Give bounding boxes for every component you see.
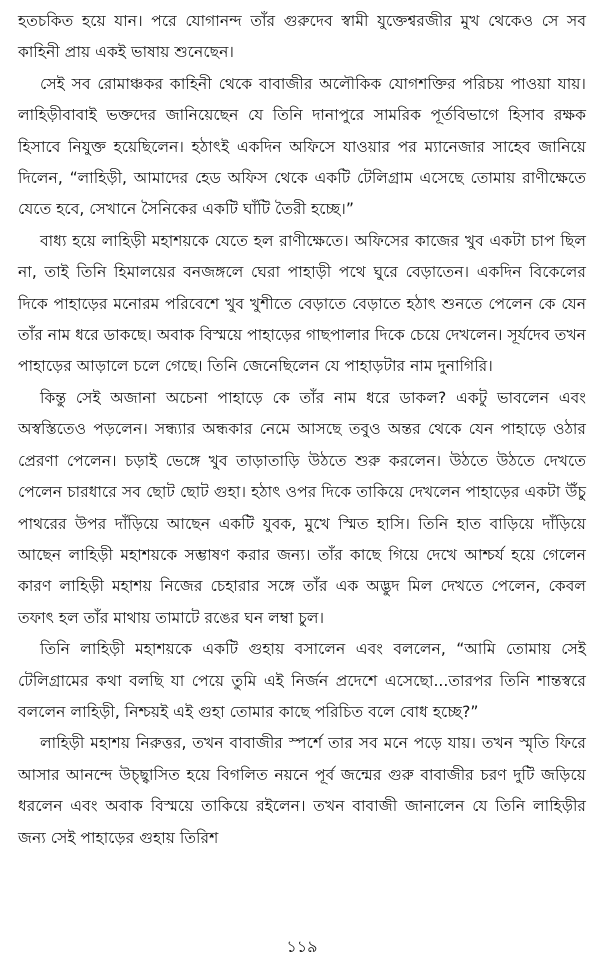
paragraph-5: তিনি লাহিড়ী মহাশয়কে একটি গুহায় বসালেন এবং বললেন, “আমি তোমায় সেই টেলিগ্রামের কথা বলছি যা পেয়ে তুমি এই নির্জন প্রদেশে এসেছো...তারপর তিনি শান্তস্বরে বললেন লাহিড়ী, নিশ্চয়ই এই গুহা তোমার কাছে পরিচিত বলে বোধ হচ্ছে?” [18,640,586,721]
paragraph-2: সেই সব রোমাঞ্চকর কাহিনী থেকে বাবাজীর অলৌকিক যোগশক্তির পরিচয় পাওয়া যায়। লাহিড়ীবাবাই ভক্তদের জানিয়েছেন যে তিনি দানাপুরে সামরিক পূর্তবিভাগে হিসাব রক্ষক হিসাবে নিযুক্ত হয়েছিলেন। হঠাৎই একদিন অফিসে যাওয়ার পর ম্যানেজার সাহেব জানিয়ে দিলেন, “লাহিড়ী, আমাদের হেড অফিস থেকে একটি টেলিগ্রাম এসেছে তোমায় রাণীক্ষেতে যেতে হবে, সেখানে সৈনিকের একটি ঘাঁটি তৈরী হচ্ছে।” [18,74,586,219]
paragraph-6: লাহিড়ী মহাশয় নিরুত্তর, তখন বাবাজীর স্পর্শে তার সব মনে পড়ে যায়। তখন স্মৃতি ফিরে আসার আনন্দে উচ্ছ্বাসিত হয়ে বিগলিত নয়নে পূর্ব জন্মের গুরু বাবাজীর চরণ দুটি জড়িয়ে ধরলেন এবং অবাক বিস্ময়ে তাকিয়ে রইলেন। তখন বাবাজী জানালেন যে তিনি লাহিড়ীর জন্য সেই পাহাড়ের গুহায় তিরিশ [18,734,586,847]
page-number: ১১৯ [286,936,318,956]
paragraph-1: হতচকিত হয়ে যান। পরে যোগানন্দ তাঁর গুরুদেব স্বামী যুক্তেশ্বরজীর মুখ থেকেও সে সব কাহিনী প্রায় একই ভাষায় শুনেছেন। [18,12,586,62]
paragraph-3: বাধ্য হয়ে লাহিড়ী মহাশয়কে যেতে হল রাণীক্ষেতে। অফিসের কাজের খুব একটা চাপ ছিল না, তাই তিনি হিমালয়ের বনজঙ্গলে ঘেরা পাহাড়ী পথে ঘুরে বেড়াতেন। একদিন বিকেলের দিকে পাহাড়ের মনোরম পরিবেশে খুব খুশীতে বেড়াতে বেড়াতে হঠাৎ শুনতে পেলেন কে যেন তাঁর নাম ধরে ডাকছে। অবাক বিস্ময়ে পাহাড়ের গাছপালার দিকে চেয়ে দেখলেন। সূর্যদেব তখন পাহাড়ের আড়ালে চলে গেছে। তিনি জেনেছিলেন যে পাহাড়টার নাম দুনাগিরি। [18,231,586,376]
paragraph-4: কিন্তু সেই অজানা অচেনা পাহাড়ে কে তাঁর নাম ধরে ডাকল? একটু ভাবলেন এবং অস্বস্তিতেও পড়লেন। সন্ধ্যার অন্ধকার নেমে আসছে তবুও অন্তর থেকে যেন পাহাড়ে ওঠার প্রেরণা পেলেন। চড়াই ভেঙ্গে খুব তাড়াতাড়ি উঠতে শুরু করলেন। উঠতে উঠতে দেখতে পেলেন চারধারে সব ছোট ছোট গুহা। হঠাৎ ওপর দিকে তাকিয়ে দেখলেন পাহাড়ের একটা উঁচু পাথরের উপর দাঁড়িয়ে আছেন একটি যুবক, মুখে স্মিত হাসি। তিনি হাত বাড়িয়ে দাঁড়িয়ে আছেন লাহিড়ী মহাশয়কে সম্ভাষণ করার জন্য। তাঁর কাছে গিয়ে দেখে আশ্চর্য হয়ে গেলেন কারণ লাহিড়ী মহাশয় নিজের চেহারার সঙ্গে তাঁর এক অদ্ভুদ মিল দেখতে পেলেন, কেবল তফাৎ হল তাঁর মাথায় তামাটে রঙের ঘন লম্বা চুল। [18,388,586,627]
book-page [18,6,586,964]
